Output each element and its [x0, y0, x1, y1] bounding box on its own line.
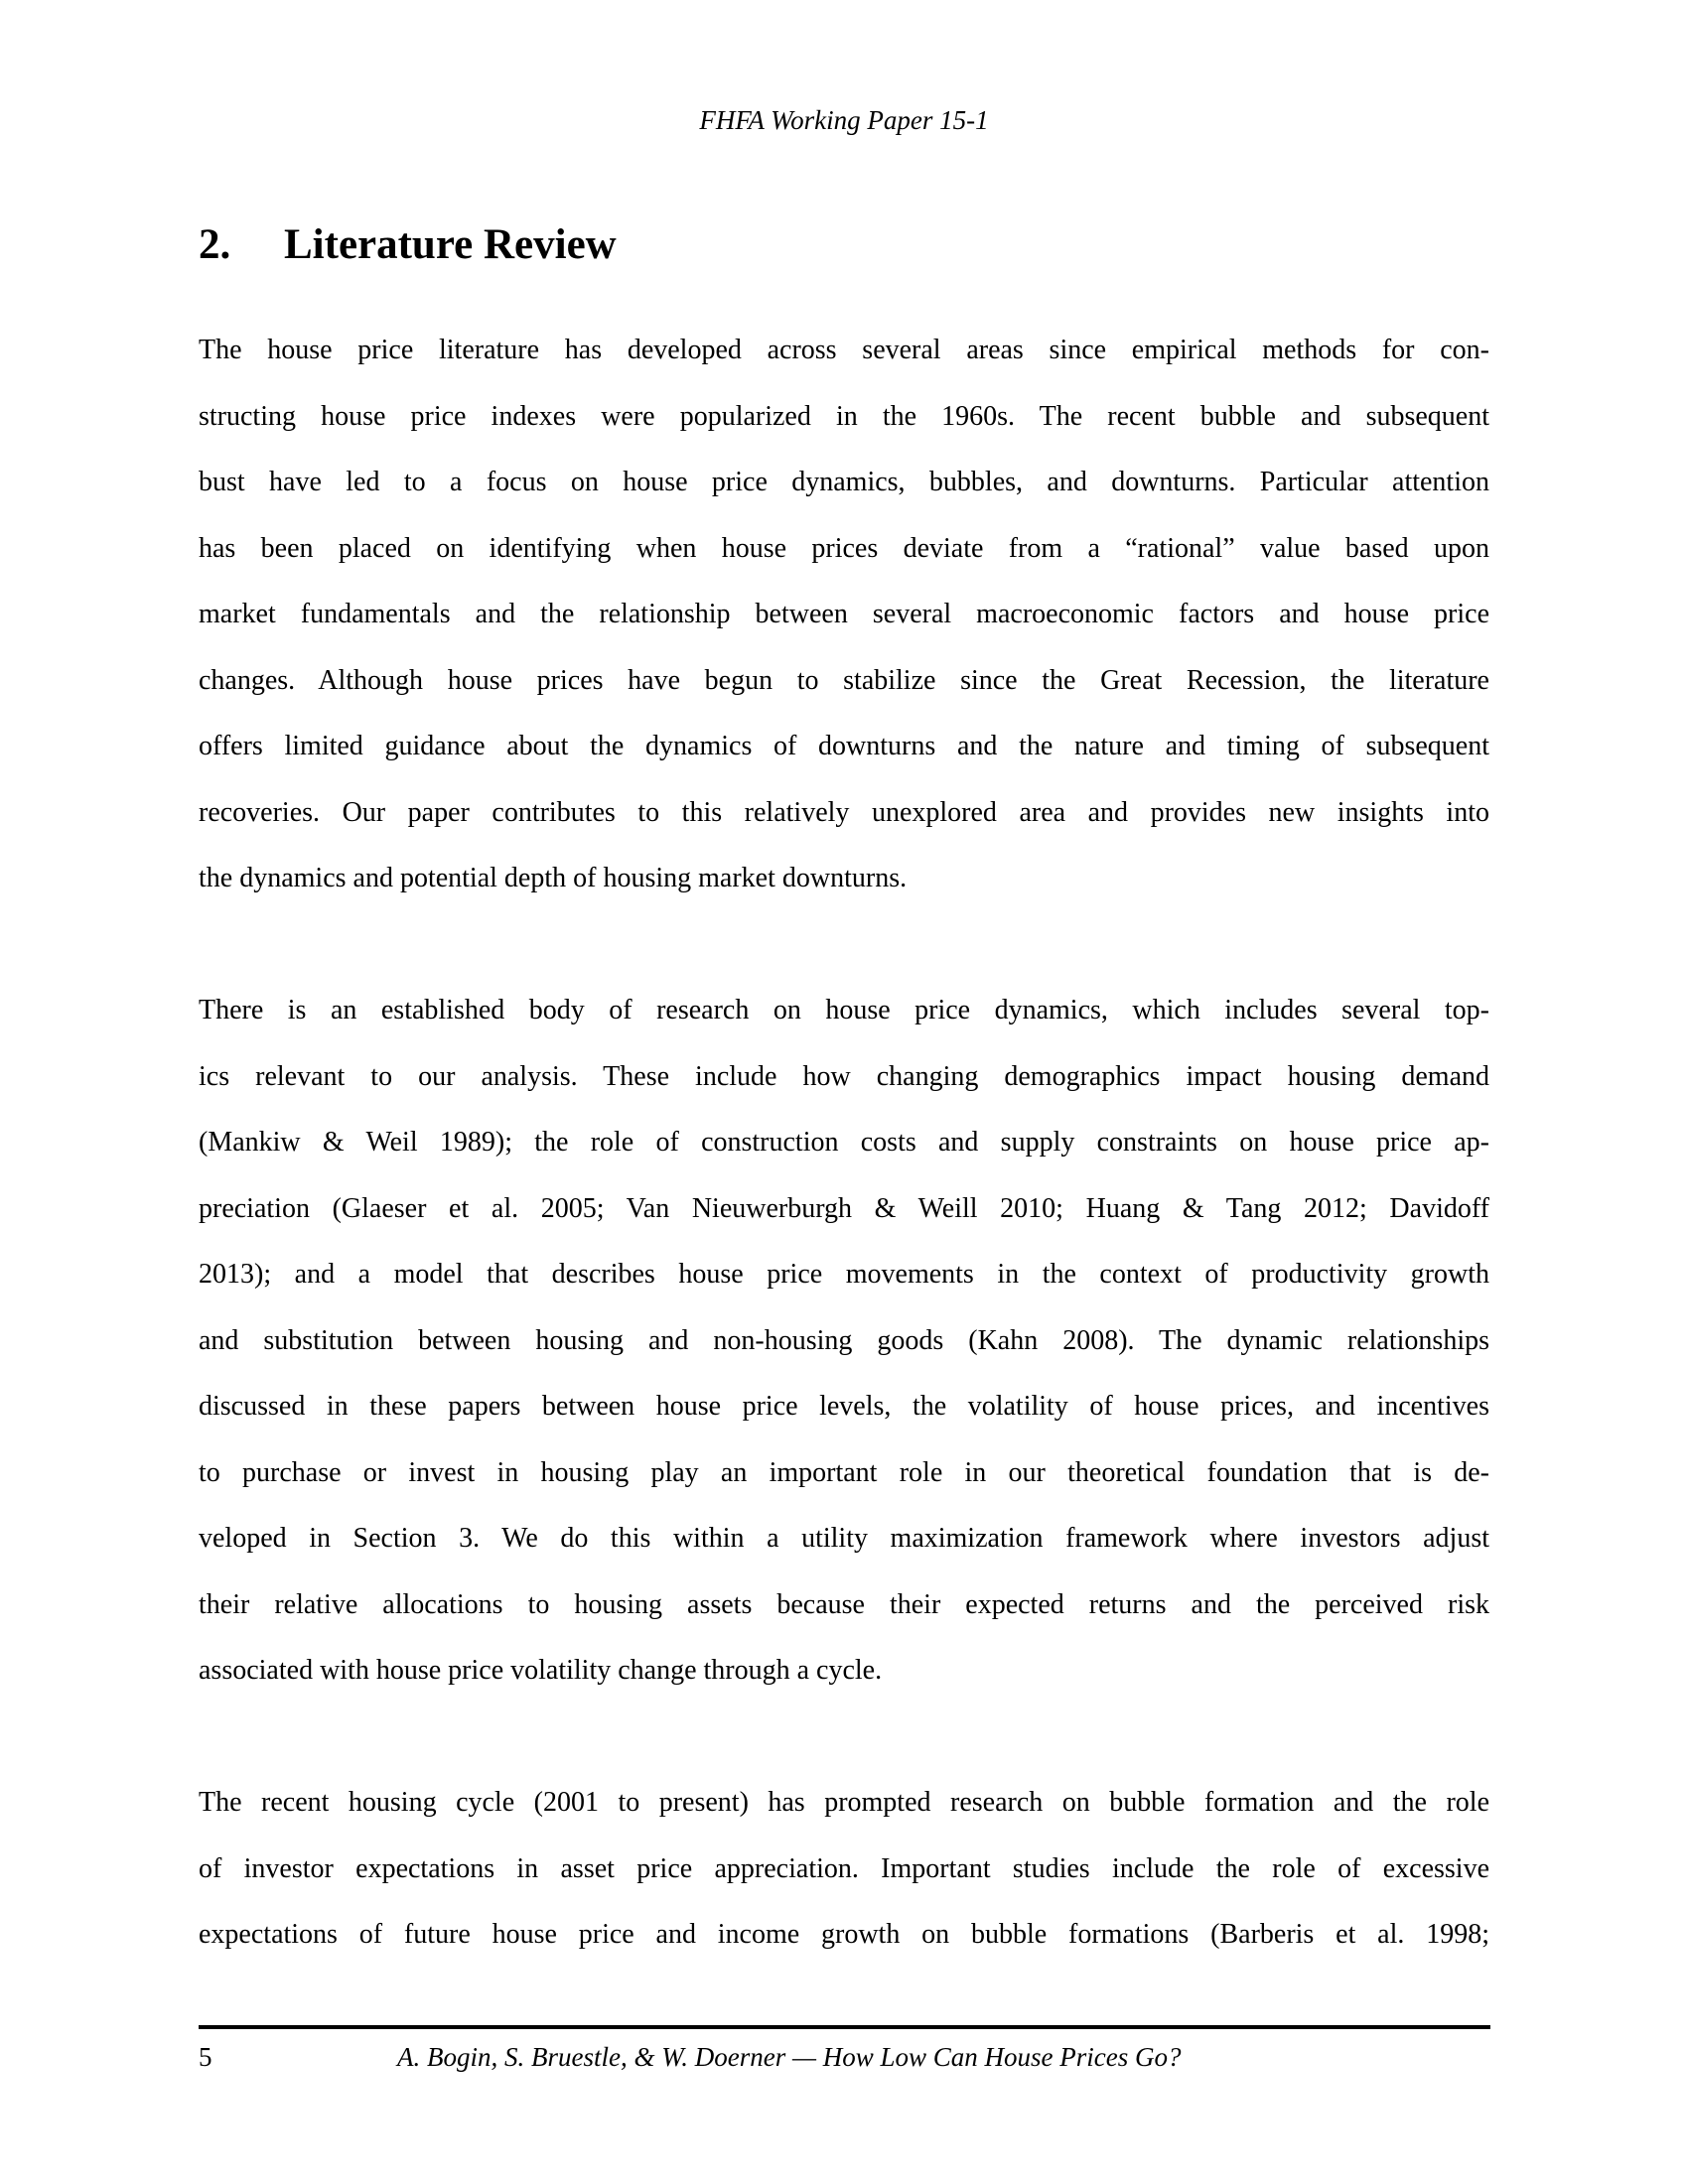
page-number: 5 [199, 2042, 212, 2072]
text-line: structing house price indexes were popularized in the 1960s. The recent bubble and subsequent [199, 400, 1489, 432]
text-line: recoveries. Our paper contributes to this relatively unexplored area and provides new insights into [199, 796, 1489, 828]
body-text [199, 318, 1489, 2034]
paragraph-3 [199, 1770, 1489, 1969]
section-heading [199, 220, 617, 269]
text-line: the dynamics and potential depth of housing market downturns. [199, 863, 908, 893]
text-line: There is an established body of research on house price dynamics, which includes several top- [199, 995, 1489, 1025]
text-line: (Mankiw & Weil 1989); the role of construction costs and supply constraints on house price ap- [199, 1127, 1489, 1158]
text-line: has been placed on identifying when house prices deviate from a “rational” value based upon [199, 532, 1489, 564]
text-line: their relative allocations to housing assets because their expected returns and the perceived risk [199, 1588, 1489, 1620]
paragraph-1 [199, 318, 1489, 912]
text-line: 2013); and a model that describes house price movements in the context of productivity growth [199, 1259, 1489, 1290]
text-line: of investor expectations in asset price appreciation. Important studies include the role of excessive [199, 1852, 1489, 1884]
text-line: expectations of future house price and income growth on bubble formations (Barberis et al. 1998; [199, 1919, 1489, 1950]
text-line: changes. Although house prices have begun to stabilize since the Great Recession, the literature [199, 664, 1489, 696]
text-line: veloped in Section 3. We do this within a utility maximization framework where investors adjust [199, 1523, 1489, 1554]
text-line: discussed in these papers between house price levels, the volatility of house prices, and incentives [199, 1391, 1489, 1422]
text-line: market fundamentals and the relationship between several macroeconomic factors and house price [199, 599, 1489, 629]
section-number: 2. [199, 221, 231, 268]
text-line: The house price literature has developed across several areas since empirical methods for con- [199, 335, 1489, 365]
text-line: associated with house price volatility change through a cycle. [199, 1655, 883, 1686]
text-line: preciation (Glaeser et al. 2005; Van Nieuwerburgh & Weill 2010; Huang & Tang 2012; Davidoff [199, 1192, 1489, 1224]
text-line: to purchase or invest in housing play an important role in our theoretical foundation that is de- [199, 1456, 1489, 1488]
footer-rule [199, 2025, 1490, 2029]
running-header: FHFA Working Paper 15-1 [699, 105, 989, 135]
section-title: Literature Review [284, 221, 617, 268]
text-line: and substitution between housing and non-housing goods (Kahn 2008). The dynamic relationships [199, 1324, 1489, 1356]
text-line: offers limited guidance about the dynamics of downturns and the nature and timing of subsequent [199, 731, 1489, 761]
text-line: ics relevant to our analysis. These include how changing demographics impact housing demand [199, 1060, 1489, 1092]
text-line: The recent housing cycle (2001 to present) has prompted research on bubble formation and the role [199, 1787, 1489, 1818]
text-line: bust have led to a focus on house price dynamics, bubbles, and downturns. Particular attention [199, 467, 1489, 497]
footer-citation: A. Bogin, S. Bruestle, & W. Doerner — How Low Can House Prices Go? [397, 2042, 1182, 2072]
paragraph-2 [199, 978, 1489, 1705]
